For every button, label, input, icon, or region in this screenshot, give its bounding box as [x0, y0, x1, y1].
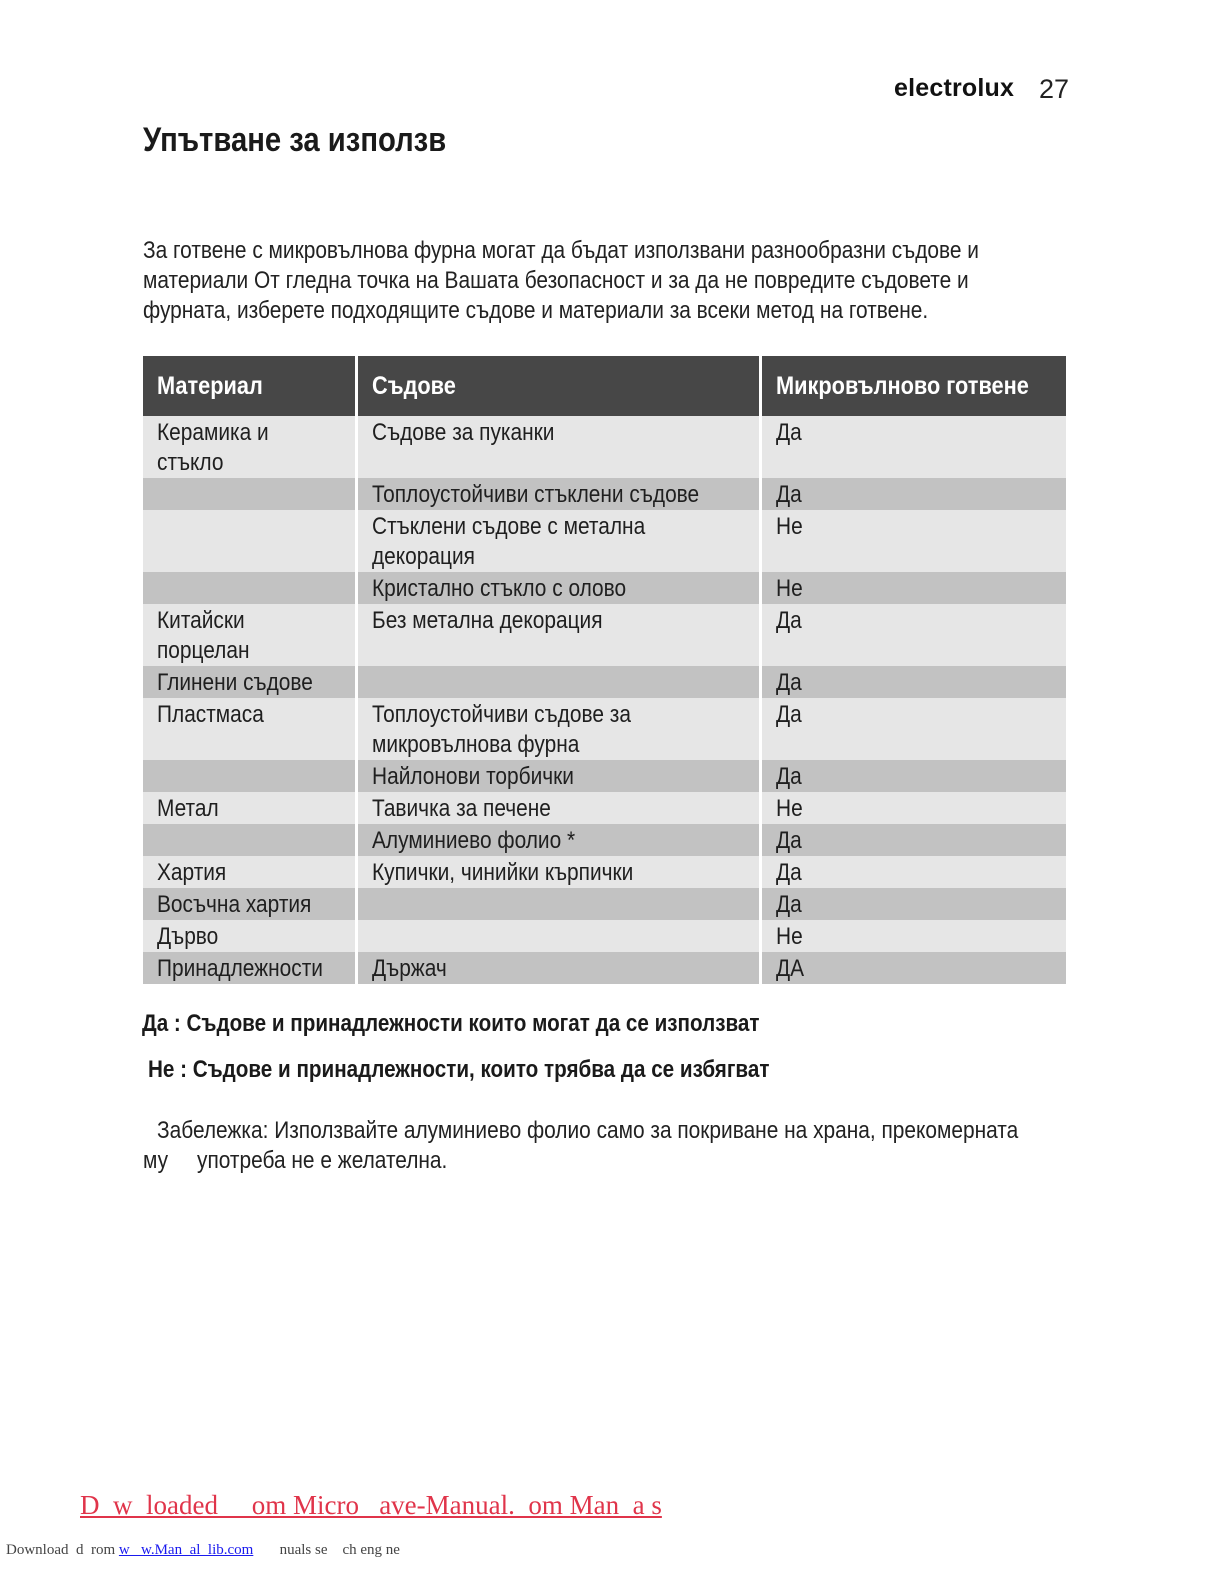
cell-material: Пластмаса: [143, 698, 356, 760]
table-row: [143, 604, 1066, 666]
cell-material: Восъчна хартия: [143, 888, 356, 920]
intro-line-3: фурната, изберете подходящите съдове и материали за всеки метод на готвене.: [143, 297, 929, 324]
cell-dishes: Купички, чинийки кърпички: [356, 856, 760, 888]
footer-suffix: nuals se ch eng ne: [253, 1542, 400, 1558]
header-material: Материал: [143, 356, 356, 416]
cell-material: [143, 510, 356, 572]
table-row: [143, 824, 1066, 856]
cell-microwave: Да: [760, 888, 1066, 920]
cell-microwave: Да: [760, 666, 1066, 698]
cell-material: Глинени съдове: [143, 666, 356, 698]
table-row: [143, 920, 1066, 952]
table-row: [143, 478, 1066, 510]
cell-dishes: [356, 666, 760, 698]
cell-material: [143, 760, 356, 792]
footer-prefix: Download d rom: [6, 1542, 119, 1558]
cell-microwave: Да: [760, 856, 1066, 888]
cell-dishes: Кристално стъкло с олово: [356, 572, 760, 604]
download-banner-link[interactable]: D w loaded om Micro ave-Manual. om Man a s: [80, 1490, 662, 1520]
legend-no: Не : Съдове и принадлежности, които трябва да се избягват: [148, 1056, 770, 1083]
cell-dishes: Държач: [356, 952, 760, 984]
table-row: [143, 416, 1066, 478]
table-row: [143, 792, 1066, 824]
cell-microwave: ДА: [760, 952, 1066, 984]
page-number: 27: [1039, 74, 1070, 104]
cell-microwave: Не: [760, 792, 1066, 824]
cell-material: Керамика и стъкло: [143, 416, 356, 478]
legend-yes: Да : Съдове и принадлежности които могат да се използват: [142, 1010, 760, 1037]
cell-dishes: Без метална декорация: [356, 604, 760, 666]
page-title: Упътване за използв: [143, 121, 447, 159]
cell-microwave: Да: [760, 824, 1066, 856]
cell-microwave: Да: [760, 604, 1066, 666]
cell-dishes: Тавичка за печене: [356, 792, 760, 824]
cell-microwave: Да: [760, 416, 1066, 478]
cell-material: Дърво: [143, 920, 356, 952]
table-row: [143, 856, 1066, 888]
header-dishes: Съдове: [356, 356, 760, 416]
cell-material: [143, 824, 356, 856]
cell-dishes: Съдове за пуканки: [356, 416, 760, 478]
cell-microwave: Да: [760, 698, 1066, 760]
header-microwave: Микровълново готвене: [760, 356, 1066, 416]
note-line-2: му употреба не е желателна.: [143, 1147, 448, 1174]
intro-line-1: За готвене с микровълнова фурна могат да бъдат използвани разнообразни съдове и: [143, 237, 979, 264]
table-header-row: [143, 356, 1066, 416]
cell-material: [143, 572, 356, 604]
footer-link[interactable]: w w.Man al lib.com: [118, 1542, 254, 1558]
cell-microwave: Да: [760, 478, 1066, 510]
cell-microwave: Не: [760, 920, 1066, 952]
cell-material: [143, 478, 356, 510]
cell-dishes: Стъклени съдове с метална декорация: [356, 510, 760, 572]
cell-material: Метал: [143, 792, 356, 824]
brand-logo-text: electrolux: [894, 74, 1015, 102]
table-row: [143, 952, 1066, 984]
note-line-1: Забележка: Използвайте алуминиево фолио само за покриване на храна, прекомерната: [157, 1117, 1019, 1144]
cell-dishes: Топлоустойчиви съдове за микровълнова фурна: [356, 698, 760, 760]
intro-line-2: материали От гледна точка на Вашата безопасност и за да не повредите съдовете и: [143, 267, 969, 294]
cell-dishes: Топлоустойчиви стъклени съдове: [356, 478, 760, 510]
cell-material: Принадлежности: [143, 952, 356, 984]
table-row: [143, 572, 1066, 604]
cell-dishes: Найлонови торбички: [356, 760, 760, 792]
cell-microwave: Да: [760, 760, 1066, 792]
table-row: [143, 760, 1066, 792]
cell-microwave: Не: [760, 572, 1066, 604]
materials-table: [143, 356, 1066, 984]
table-row: [143, 666, 1066, 698]
cell-material: Хартия: [143, 856, 356, 888]
cell-dishes: [356, 920, 760, 952]
footer: [6, 1542, 400, 1559]
table-row: [143, 510, 1066, 572]
cell-dishes: Алуминиево фолио *: [356, 824, 760, 856]
cell-dishes: [356, 888, 760, 920]
table-row: [143, 888, 1066, 920]
table-row: [143, 698, 1066, 760]
cell-material: Китайски порцелан: [143, 604, 356, 666]
cell-microwave: Не: [760, 510, 1066, 572]
